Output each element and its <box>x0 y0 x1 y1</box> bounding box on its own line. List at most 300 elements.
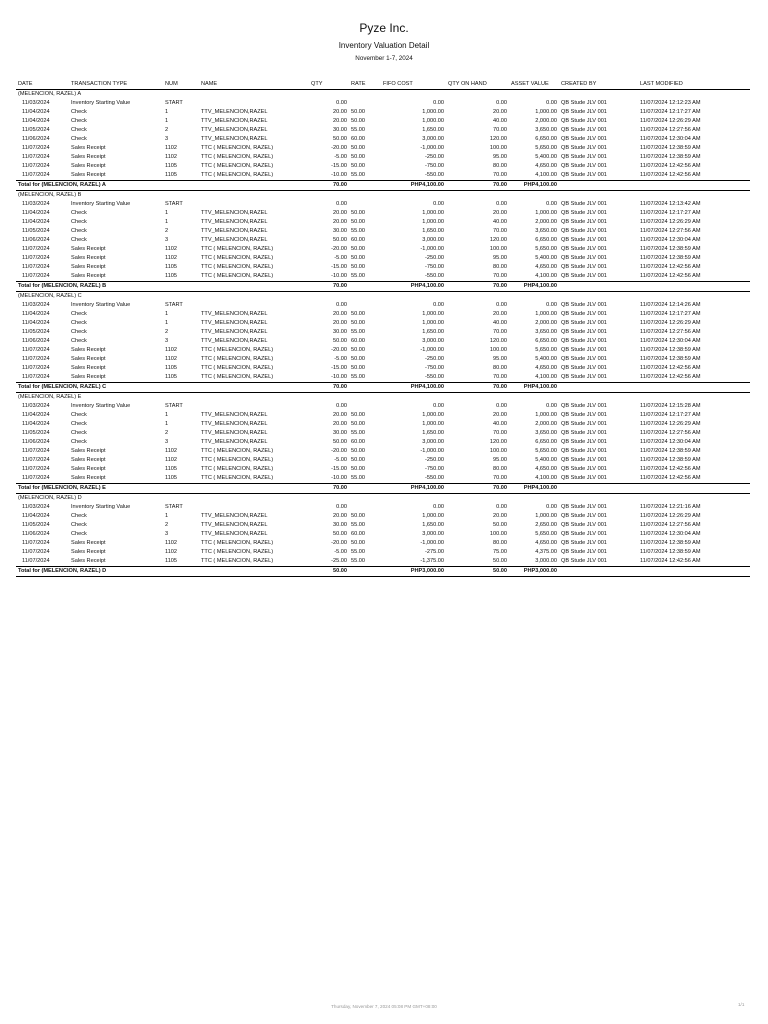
group-total-row <box>16 567 750 577</box>
cell-num: 1105 <box>165 172 178 178</box>
cell-date: 11/07/2024 <box>22 457 50 463</box>
cell-date: 11/04/2024 <box>22 320 50 326</box>
cell-created-by: QB Stude JLV 001 <box>561 118 607 124</box>
cell-qty-on-hand: 20.00 <box>493 412 507 418</box>
cell-asset-value: 3,650.00 <box>535 228 557 234</box>
table-row <box>16 474 750 484</box>
cell-transaction-type: Sales Receipt <box>71 264 106 270</box>
cell-transaction-type: Sales Receipt <box>71 154 106 160</box>
cell-qty-on-hand: 20.00 <box>493 513 507 519</box>
cell-num: 1102 <box>165 457 178 463</box>
cell-asset-value: 4,100.00 <box>535 475 557 481</box>
cell-asset-value: 4,650.00 <box>535 365 557 371</box>
cell-fifo-cost: 0.00 <box>433 100 444 106</box>
cell-fifo-cost: -550.00 <box>425 374 444 380</box>
table-row <box>16 337 750 346</box>
cell-transaction-type: Check <box>71 320 87 326</box>
cell-rate <box>349 503 381 512</box>
col-header-date: DATE <box>16 80 69 90</box>
cell-name: TTV_MELENCION,RAZEL <box>201 311 268 317</box>
cell-created-by: QB Stude JLV 001 <box>561 374 607 380</box>
cell-qty-on-hand: 40.00 <box>493 421 507 427</box>
cell-date: 11/05/2024 <box>22 127 50 133</box>
cell-asset-value: 0.00 <box>546 201 557 207</box>
cell-qty: 50.00 <box>333 237 347 243</box>
table-row <box>16 364 750 373</box>
cell-fifo-cost: -1,000.00 <box>420 540 444 546</box>
cell-last-modified: 11/07/2024 12:30:04 AM <box>640 237 701 243</box>
table-row <box>16 153 750 162</box>
col-header-created-by: CREATED BY <box>559 80 638 90</box>
cell-name: TTV_MELENCION,RAZEL <box>201 237 268 243</box>
cell-asset-value: 0.00 <box>546 100 557 106</box>
group-name: (MELENCION, RAZEL) B <box>18 192 82 198</box>
cell-fifo-cost: -750.00 <box>425 163 444 169</box>
cell-qty-on-hand: 70.00 <box>493 273 507 279</box>
cell-fifo-cost: -1,000.00 <box>420 347 444 353</box>
cell-qty-on-hand: 0.00 <box>496 100 507 106</box>
cell-transaction-type: Sales Receipt <box>71 172 106 178</box>
total-rate-empty <box>349 383 381 393</box>
total-asset-value: PHP4,100.00 <box>509 181 559 191</box>
table-row <box>16 512 750 521</box>
cell-qty-on-hand: 0.00 <box>496 201 507 207</box>
cell-created-by: QB Stude JLV 001 <box>561 558 607 564</box>
cell-fifo-cost: 3,000.00 <box>422 338 444 344</box>
total-fifo-cost: PHP3,000.00 <box>381 567 446 577</box>
report-date-range: November 1-7, 2024 <box>355 55 413 62</box>
col-header-qty-on-hand: QTY ON HAND <box>446 80 509 90</box>
cell-asset-value: 3,650.00 <box>535 329 557 335</box>
cell-num: 1102 <box>165 540 178 546</box>
cell-created-by: QB Stude JLV 001 <box>561 100 607 106</box>
cell-created-by: QB Stude JLV 001 <box>561 457 607 463</box>
cell-created-by: QB Stude JLV 001 <box>561 237 607 243</box>
cell-asset-value: 4,100.00 <box>535 273 557 279</box>
cell-num: 2 <box>165 127 169 133</box>
cell-asset-value: 5,650.00 <box>535 531 557 537</box>
cell-fifo-cost: 1,650.00 <box>422 127 444 133</box>
group-name: (MELENCION, RAZEL) A <box>18 91 82 97</box>
total-qty: 70.00 <box>309 383 349 393</box>
cell-transaction-type: Sales Receipt <box>71 145 106 151</box>
cell-qty: -15.00 <box>331 466 347 472</box>
cell-transaction-type: Sales Receipt <box>71 540 106 546</box>
cell-name: TTV_MELENCION,RAZEL <box>201 210 268 216</box>
cell-name: TTV_MELENCION,RAZEL <box>201 329 268 335</box>
cell-qty: 20.00 <box>333 219 347 225</box>
table-row <box>16 402 750 411</box>
cell-qty: -10.00 <box>331 172 347 178</box>
cell-last-modified: 11/07/2024 12:27:56 AM <box>640 329 701 335</box>
cell-name: TTC ( MELENCION, RAZEL) <box>201 145 274 151</box>
group-name: (MELENCION, RAZEL) E <box>18 394 82 400</box>
cell-num: 1 <box>165 421 169 427</box>
cell-date: 11/05/2024 <box>22 430 50 436</box>
cell-created-by: QB Stude JLV 001 <box>561 311 607 317</box>
cell-rate: 55.00 <box>351 549 365 555</box>
total-label: Total for (MELENCION, RAZEL) B <box>16 282 309 292</box>
table-row <box>16 236 750 245</box>
report-footer-timestamp: Thursday, November 7, 2024 05:08 PM GMT+08:00 <box>331 1004 437 1009</box>
cell-date: 11/07/2024 <box>22 374 50 380</box>
cell-qty-on-hand: 95.00 <box>493 356 507 362</box>
cell-asset-value: 5,400.00 <box>535 154 557 160</box>
table-row <box>16 530 750 539</box>
cell-last-modified: 11/07/2024 12:17:27 AM <box>640 210 701 216</box>
total-qty: 50.00 <box>309 567 349 577</box>
cell-name: TTC ( MELENCION, RAZEL) <box>201 448 274 454</box>
cell-fifo-cost: -275.00 <box>425 549 444 555</box>
cell-rate <box>349 301 381 310</box>
group-total-row <box>16 484 750 494</box>
total-fifo-cost: PHP4,100.00 <box>381 383 446 393</box>
cell-date: 11/03/2024 <box>22 100 50 106</box>
table-row <box>16 456 750 465</box>
table-header-row <box>16 80 750 90</box>
cell-fifo-cost: 1,650.00 <box>422 522 444 528</box>
cell-transaction-type: Inventory Starting Value <box>71 403 131 409</box>
cell-transaction-type: Check <box>71 219 87 225</box>
cell-asset-value: 0.00 <box>546 403 557 409</box>
cell-asset-value: 2,000.00 <box>535 118 557 124</box>
cell-transaction-type: Check <box>71 228 87 234</box>
total-qty: 70.00 <box>309 484 349 494</box>
cell-qty-on-hand: 75.00 <box>493 549 507 555</box>
cell-name: TTC ( MELENCION, RAZEL) <box>201 457 274 463</box>
group-header-row <box>16 90 750 100</box>
cell-qty: -10.00 <box>331 475 347 481</box>
cell-created-by: QB Stude JLV 001 <box>561 412 607 418</box>
group-total-row <box>16 181 750 191</box>
cell-qty: -5.00 <box>334 457 347 463</box>
cell-fifo-cost: 0.00 <box>433 201 444 207</box>
cell-created-by: QB Stude JLV 001 <box>561 264 607 270</box>
cell-date: 11/03/2024 <box>22 201 50 207</box>
cell-date: 11/04/2024 <box>22 210 50 216</box>
cell-fifo-cost: 1,000.00 <box>422 421 444 427</box>
cell-rate: 50.00 <box>351 421 365 427</box>
cell-transaction-type: Check <box>71 118 87 124</box>
cell-fifo-cost: 3,000.00 <box>422 237 444 243</box>
cell-num: 1 <box>165 109 169 115</box>
cell-qty-on-hand: 70.00 <box>493 374 507 380</box>
cell-asset-value: 1,000.00 <box>535 412 557 418</box>
cell-num: START <box>165 100 183 106</box>
cell-qty-on-hand: 100.00 <box>489 347 507 353</box>
cell-num: 1105 <box>165 365 178 371</box>
cell-created-by: QB Stude JLV 001 <box>561 109 607 115</box>
table-row <box>16 209 750 218</box>
cell-last-modified: 11/07/2024 12:42:56 AM <box>640 365 701 371</box>
cell-rate: 55.00 <box>351 273 365 279</box>
cell-last-modified: 11/07/2024 12:38:59 AM <box>640 540 701 546</box>
cell-date: 11/04/2024 <box>22 311 50 317</box>
cell-num: 1105 <box>165 558 178 564</box>
cell-fifo-cost: -250.00 <box>425 356 444 362</box>
cell-last-modified: 11/07/2024 12:42:56 AM <box>640 374 701 380</box>
cell-rate: 55.00 <box>351 228 365 234</box>
table-row <box>16 171 750 181</box>
table-row <box>16 465 750 474</box>
cell-num: 1105 <box>165 264 178 270</box>
cell-qty-on-hand: 120.00 <box>489 338 507 344</box>
cell-qty-on-hand: 0.00 <box>496 504 507 510</box>
cell-created-by: QB Stude JLV 001 <box>561 513 607 519</box>
cell-qty-on-hand: 80.00 <box>493 365 507 371</box>
cell-transaction-type: Inventory Starting Value <box>71 302 131 308</box>
total-rate-empty <box>349 484 381 494</box>
group-name: (MELENCION, RAZEL) D <box>18 495 82 501</box>
cell-date: 11/07/2024 <box>22 246 50 252</box>
cell-asset-value: 5,400.00 <box>535 255 557 261</box>
cell-rate: 50.00 <box>351 365 365 371</box>
cell-asset-value: 1,000.00 <box>535 210 557 216</box>
table-row <box>16 99 750 108</box>
cell-fifo-cost: 1,650.00 <box>422 430 444 436</box>
cell-asset-value: 6,650.00 <box>535 338 557 344</box>
cell-last-modified: 11/07/2024 12:17:27 AM <box>640 311 701 317</box>
cell-created-by: QB Stude JLV 001 <box>561 246 607 252</box>
cell-created-by: QB Stude JLV 001 <box>561 320 607 326</box>
cell-rate: 60.00 <box>351 531 365 537</box>
cell-date: 11/04/2024 <box>22 118 50 124</box>
cell-qty-on-hand: 80.00 <box>493 540 507 546</box>
cell-qty-on-hand: 0.00 <box>496 403 507 409</box>
total-empty <box>559 567 750 577</box>
cell-transaction-type: Check <box>71 412 87 418</box>
cell-transaction-type: Inventory Starting Value <box>71 100 131 106</box>
cell-last-modified: 11/07/2024 12:12:23 AM <box>640 100 701 106</box>
table-body <box>16 90 750 577</box>
cell-created-by: QB Stude JLV 001 <box>561 430 607 436</box>
cell-created-by: QB Stude JLV 001 <box>561 448 607 454</box>
cell-transaction-type: Check <box>71 338 87 344</box>
cell-asset-value: 3,650.00 <box>535 430 557 436</box>
table-row <box>16 272 750 282</box>
cell-asset-value: 4,100.00 <box>535 172 557 178</box>
cell-last-modified: 11/07/2024 12:30:04 AM <box>640 531 701 537</box>
cell-fifo-cost: -1,000.00 <box>420 246 444 252</box>
cell-created-by: QB Stude JLV 001 <box>561 228 607 234</box>
cell-date: 11/07/2024 <box>22 347 50 353</box>
cell-qty-on-hand: 70.00 <box>493 172 507 178</box>
cell-created-by: QB Stude JLV 001 <box>561 255 607 261</box>
cell-name: TTC ( MELENCION, RAZEL) <box>201 540 274 546</box>
cell-num: 1 <box>165 311 169 317</box>
cell-fifo-cost: 1,000.00 <box>422 412 444 418</box>
cell-qty: 30.00 <box>333 522 347 528</box>
total-qty-on-hand: 50.00 <box>446 567 509 577</box>
cell-last-modified: 11/07/2024 12:38:59 AM <box>640 255 701 261</box>
cell-qty: -25.00 <box>331 558 347 564</box>
cell-num: 1 <box>165 219 169 225</box>
cell-rate <box>349 402 381 411</box>
cell-fifo-cost: -1,375.00 <box>420 558 444 564</box>
cell-date: 11/07/2024 <box>22 365 50 371</box>
cell-last-modified: 11/07/2024 12:27:56 AM <box>640 430 701 436</box>
cell-asset-value: 5,650.00 <box>535 448 557 454</box>
cell-transaction-type: Sales Receipt <box>71 273 106 279</box>
cell-date: 11/07/2024 <box>22 255 50 261</box>
cell-qty-on-hand: 100.00 <box>489 448 507 454</box>
cell-qty: -15.00 <box>331 365 347 371</box>
cell-date: 11/05/2024 <box>22 522 50 528</box>
total-qty: 70.00 <box>309 282 349 292</box>
cell-fifo-cost: 0.00 <box>433 302 444 308</box>
cell-date: 11/07/2024 <box>22 448 50 454</box>
cell-asset-value: 2,000.00 <box>535 320 557 326</box>
cell-rate <box>349 200 381 209</box>
cell-num: START <box>165 201 183 207</box>
cell-date: 11/07/2024 <box>22 356 50 362</box>
cell-qty: 20.00 <box>333 513 347 519</box>
cell-last-modified: 11/07/2024 12:42:56 AM <box>640 172 701 178</box>
cell-qty: 50.00 <box>333 136 347 142</box>
cell-date: 11/06/2024 <box>22 439 50 445</box>
cell-qty: -20.00 <box>331 145 347 151</box>
col-header-asset-value: ASSET VALUE <box>509 80 559 90</box>
cell-created-by: QB Stude JLV 001 <box>561 540 607 546</box>
cell-last-modified: 11/07/2024 12:38:59 AM <box>640 145 701 151</box>
cell-last-modified: 11/07/2024 12:26:29 AM <box>640 320 701 326</box>
cell-fifo-cost: -250.00 <box>425 457 444 463</box>
cell-created-by: QB Stude JLV 001 <box>561 365 607 371</box>
cell-num: 3 <box>165 439 169 445</box>
total-empty <box>559 181 750 191</box>
total-rate-empty <box>349 282 381 292</box>
cell-name: TTV_MELENCION,RAZEL <box>201 513 268 519</box>
cell-date: 11/06/2024 <box>22 338 50 344</box>
cell-qty: -10.00 <box>331 273 347 279</box>
cell-qty: 20.00 <box>333 320 347 326</box>
table-row <box>16 521 750 530</box>
cell-transaction-type: Check <box>71 522 87 528</box>
cell-name: TTV_MELENCION,RAZEL <box>201 320 268 326</box>
cell-created-by: QB Stude JLV 001 <box>561 136 607 142</box>
cell-name: TTC ( MELENCION, RAZEL) <box>201 163 274 169</box>
cell-transaction-type: Inventory Starting Value <box>71 201 131 207</box>
total-qty-on-hand: 70.00 <box>446 181 509 191</box>
cell-qty: -5.00 <box>334 549 347 555</box>
cell-last-modified: 11/07/2024 12:26:29 AM <box>640 421 701 427</box>
cell-rate: 50.00 <box>351 264 365 270</box>
cell-transaction-type: Check <box>71 430 87 436</box>
col-header-transaction-type: TRANSACTION TYPE <box>69 80 163 90</box>
table-row <box>16 355 750 364</box>
cell-asset-value: 5,400.00 <box>535 457 557 463</box>
cell-qty: 20.00 <box>333 109 347 115</box>
total-fifo-cost: PHP4,100.00 <box>381 181 446 191</box>
cell-qty-on-hand: 70.00 <box>493 475 507 481</box>
cell-num: 3 <box>165 237 169 243</box>
cell-name: TTV_MELENCION,RAZEL <box>201 118 268 124</box>
group-header-row <box>16 292 750 302</box>
cell-name: TTV_MELENCION,RAZEL <box>201 219 268 225</box>
cell-asset-value: 1,000.00 <box>535 513 557 519</box>
cell-fifo-cost: -750.00 <box>425 365 444 371</box>
cell-created-by: QB Stude JLV 001 <box>561 504 607 510</box>
cell-rate: 55.00 <box>351 430 365 436</box>
cell-transaction-type: Sales Receipt <box>71 163 106 169</box>
cell-qty: -5.00 <box>334 255 347 261</box>
total-fifo-cost: PHP4,100.00 <box>381 484 446 494</box>
cell-num: 1102 <box>165 246 178 252</box>
total-asset-value: PHP4,100.00 <box>509 383 559 393</box>
cell-name: TTV_MELENCION,RAZEL <box>201 338 268 344</box>
cell-last-modified: 11/07/2024 12:42:56 AM <box>640 558 701 564</box>
cell-date: 11/07/2024 <box>22 558 50 564</box>
cell-qty-on-hand: 120.00 <box>489 237 507 243</box>
report-title: Inventory Valuation Detail <box>338 41 430 50</box>
cell-qty-on-hand: 50.00 <box>493 558 507 564</box>
cell-num: 3 <box>165 338 169 344</box>
cell-name <box>199 402 309 411</box>
cell-num: 1105 <box>165 273 178 279</box>
cell-rate: 50.00 <box>351 412 365 418</box>
cell-name: TTV_MELENCION,RAZEL <box>201 127 268 133</box>
group-header-row <box>16 393 750 403</box>
cell-fifo-cost: 3,000.00 <box>422 136 444 142</box>
table-row <box>16 254 750 263</box>
cell-qty-on-hand: 70.00 <box>493 329 507 335</box>
cell-transaction-type: Check <box>71 127 87 133</box>
cell-asset-value: 3,000.00 <box>535 558 557 564</box>
table-row <box>16 420 750 429</box>
cell-name: TTV_MELENCION,RAZEL <box>201 531 268 537</box>
table-row <box>16 200 750 209</box>
cell-asset-value: 6,650.00 <box>535 439 557 445</box>
cell-rate: 60.00 <box>351 237 365 243</box>
table-row <box>16 135 750 144</box>
total-asset-value: PHP4,100.00 <box>509 484 559 494</box>
cell-num: 1105 <box>165 374 178 380</box>
col-header-rate: RATE <box>349 80 381 90</box>
group-header-row <box>16 494 750 504</box>
total-label: Total for (MELENCION, RAZEL) C <box>16 383 309 393</box>
cell-qty-on-hand: 80.00 <box>493 163 507 169</box>
cell-transaction-type: Sales Receipt <box>71 549 106 555</box>
cell-num: 1102 <box>165 356 178 362</box>
cell-created-by: QB Stude JLV 001 <box>561 201 607 207</box>
cell-num: 2 <box>165 522 169 528</box>
cell-created-by: QB Stude JLV 001 <box>561 347 607 353</box>
cell-qty: -15.00 <box>331 163 347 169</box>
table-row <box>16 310 750 319</box>
cell-name: TTC ( MELENCION, RAZEL) <box>201 154 274 160</box>
cell-name: TTV_MELENCION,RAZEL <box>201 228 268 234</box>
total-fifo-cost: PHP4,100.00 <box>381 282 446 292</box>
table-row <box>16 126 750 135</box>
cell-fifo-cost: -250.00 <box>425 255 444 261</box>
cell-qty-on-hand: 0.00 <box>496 302 507 308</box>
cell-qty: 30.00 <box>333 127 347 133</box>
cell-rate: 50.00 <box>351 109 365 115</box>
cell-name <box>199 503 309 512</box>
cell-num: 1105 <box>165 475 178 481</box>
cell-transaction-type: Check <box>71 237 87 243</box>
cell-transaction-type: Check <box>71 311 87 317</box>
cell-qty-on-hand: 120.00 <box>489 136 507 142</box>
cell-rate: 55.00 <box>351 522 365 528</box>
cell-date: 11/03/2024 <box>22 403 50 409</box>
cell-transaction-type: Check <box>71 439 87 445</box>
table-row <box>16 548 750 557</box>
cell-rate: 50.00 <box>351 448 365 454</box>
table-row <box>16 227 750 236</box>
cell-num: START <box>165 504 183 510</box>
col-header-name: NAME <box>199 80 309 90</box>
